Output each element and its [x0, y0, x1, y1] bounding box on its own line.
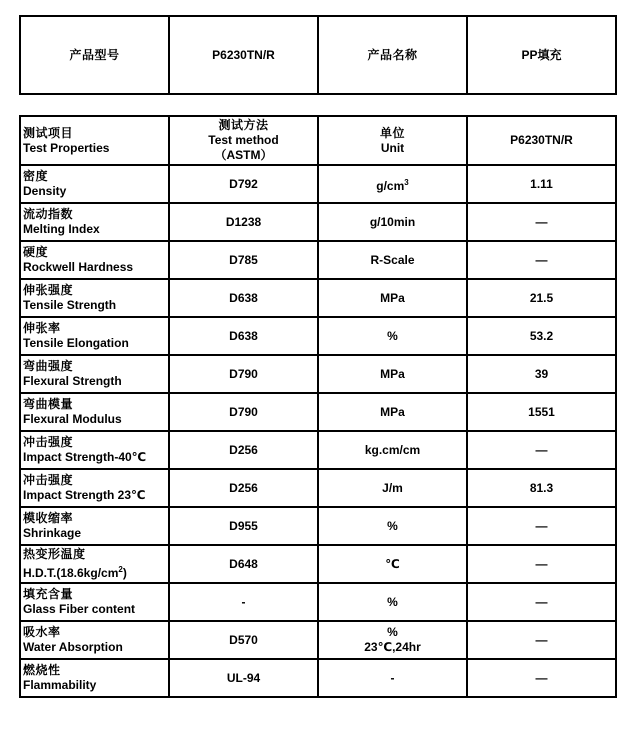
unit-cell: $g/cm^3$ — [318, 165, 467, 203]
value-cell: 81.3 — [467, 469, 616, 507]
table-row — [20, 659, 616, 697]
unit-cell: MPa — [318, 355, 467, 393]
column-header-method: 测试方法 Test method （ASTM） — [169, 116, 318, 165]
property-name-zh: 流动指数 — [23, 207, 74, 221]
unit-cell: ℃ — [318, 545, 467, 583]
property-cell — [20, 393, 169, 431]
method-cell: D256 — [169, 469, 318, 507]
product-header-table — [19, 15, 617, 95]
unit-cell: % — [318, 507, 467, 545]
unit-cell: g/10min — [318, 203, 467, 241]
value-cell: — — [467, 659, 616, 697]
unit-cell: MPa — [318, 393, 467, 431]
property-cell — [20, 621, 169, 659]
value-cell: — — [467, 241, 616, 279]
table-row — [20, 469, 616, 507]
value-cell: 39 — [467, 355, 616, 393]
value-cell: — — [467, 507, 616, 545]
property-name-zh: 填充含量 — [23, 587, 74, 601]
value-cell: — — [467, 583, 616, 621]
model-value: P6230TN/R — [169, 16, 318, 94]
property-cell — [20, 165, 169, 203]
column-header-unit: 单位 Unit — [318, 116, 467, 165]
property-name-en: Flexural Modulus — [23, 412, 122, 426]
property-cell — [20, 279, 169, 317]
table-row — [20, 393, 616, 431]
method-cell: D570 — [169, 621, 318, 659]
method-cell: D1238 — [169, 203, 318, 241]
property-name-en: Glass Fiber content — [23, 602, 136, 616]
table-row — [20, 355, 616, 393]
property-name-zh: 热变形温度 — [23, 547, 86, 561]
method-cell: UL-94 — [169, 659, 318, 697]
properties-table — [19, 115, 617, 698]
column-header-property: 测试项目 Test Properties — [20, 116, 169, 165]
property-cell — [20, 355, 169, 393]
method-cell: D638 — [169, 317, 318, 355]
property-name-zh: 伸张率 — [23, 321, 61, 335]
name-value: PP填充 — [467, 16, 616, 94]
property-name-en: Water Absorption — [23, 640, 123, 654]
property-cell — [20, 203, 169, 241]
property-name-zh: 冲击强度 — [23, 435, 74, 449]
value-cell: — — [467, 545, 616, 583]
property-cell — [20, 507, 169, 545]
table-row — [20, 165, 616, 203]
property-name-en: Impact Strength 23℃ — [23, 488, 146, 502]
property-cell — [20, 469, 169, 507]
property-name-zh: 伸张强度 — [23, 283, 74, 297]
unit-cell: % — [318, 583, 467, 621]
property-name-en: $H.D.T.(18.6kg/cm^2)$ — [23, 565, 127, 580]
table-row — [20, 545, 616, 583]
product-header-row — [20, 16, 616, 94]
column-header-row — [20, 116, 616, 165]
value-cell: — — [467, 621, 616, 659]
property-name-en: Flammability — [23, 678, 97, 692]
value-cell: 53.2 — [467, 317, 616, 355]
property-name-en: Flexural Strength — [23, 374, 122, 388]
column-header-value: P6230TN/R — [467, 116, 616, 165]
method-cell: - — [169, 583, 318, 621]
property-name-zh: 弯曲强度 — [23, 359, 74, 373]
table-row — [20, 583, 616, 621]
value-cell: 1.11 — [467, 165, 616, 203]
property-name-zh: 弯曲模量 — [23, 397, 74, 411]
table-row — [20, 621, 616, 659]
table-row — [20, 279, 616, 317]
method-cell: D955 — [169, 507, 318, 545]
unit-cell: - — [318, 659, 467, 697]
unit-cell: kg.cm/cm — [318, 431, 467, 469]
unit-cell: % 23℃,24hr — [318, 621, 467, 659]
property-name-zh: 硬度 — [23, 245, 49, 259]
property-name-zh: 冲击强度 — [23, 473, 74, 487]
table-row — [20, 241, 616, 279]
table-row — [20, 431, 616, 469]
property-name-en: Shrinkage — [23, 526, 82, 540]
property-cell — [20, 241, 169, 279]
method-cell: D638 — [169, 279, 318, 317]
value-cell: — — [467, 203, 616, 241]
property-cell — [20, 431, 169, 469]
value-cell: 21.5 — [467, 279, 616, 317]
property-name-en: Density — [23, 184, 67, 198]
property-name-en: Tensile Strength — [23, 298, 117, 312]
unit-cell: % — [318, 317, 467, 355]
property-cell — [20, 317, 169, 355]
table-row — [20, 507, 616, 545]
method-cell: D790 — [169, 355, 318, 393]
property-name-en: Impact Strength-40℃ — [23, 450, 147, 464]
unit-cell: R-Scale — [318, 241, 467, 279]
property-name-zh: 吸水率 — [23, 625, 61, 639]
property-name-en: Rockwell Hardness — [23, 260, 134, 274]
property-name-en: Melting Index — [23, 222, 100, 236]
value-cell: 1551 — [467, 393, 616, 431]
property-name-en: Tensile Elongation — [23, 336, 129, 350]
property-cell — [20, 545, 169, 583]
property-name-zh: 燃烧性 — [23, 663, 61, 677]
model-label: 产品型号 — [20, 16, 169, 94]
value-cell: — — [467, 431, 616, 469]
method-cell: D785 — [169, 241, 318, 279]
property-cell — [20, 583, 169, 621]
property-name-zh: 模收缩率 — [23, 511, 74, 525]
method-cell: D648 — [169, 545, 318, 583]
property-name-zh: 密度 — [23, 169, 49, 183]
table-row — [20, 203, 616, 241]
name-label: 产品名称 — [318, 16, 467, 94]
method-cell: D792 — [169, 165, 318, 203]
unit-cell: J/m — [318, 469, 467, 507]
unit-cell: MPa — [318, 279, 467, 317]
method-cell: D790 — [169, 393, 318, 431]
method-cell: D256 — [169, 431, 318, 469]
property-cell — [20, 659, 169, 697]
table-row — [20, 317, 616, 355]
